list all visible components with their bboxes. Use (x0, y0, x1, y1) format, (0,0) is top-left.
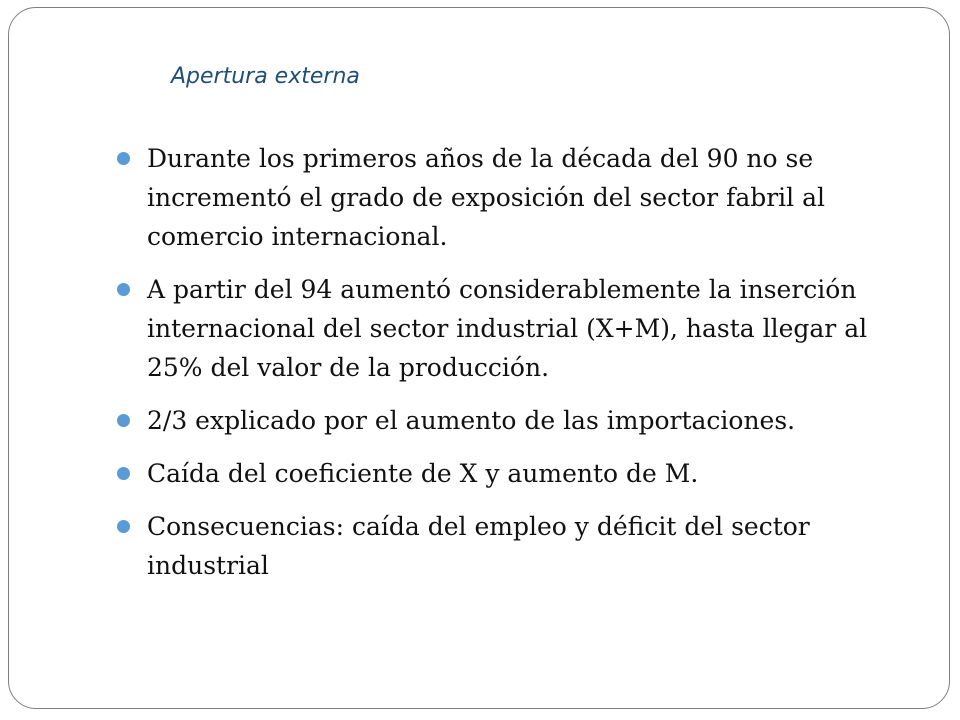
bullet-item (113, 454, 883, 493)
slide (8, 7, 950, 709)
bullet-text: Durante los primeros años de la década del 90 no se incrementó el grado de exposición del sector fabril al comercio internacional. (147, 144, 826, 251)
slide-title: Apertura externa (171, 64, 360, 89)
bullet-text: A partir del 94 aumentó considerablemente la inserción internacional del sector industrial (X+M), hasta llegar al 25% del valor de la producción. (147, 275, 868, 382)
bullet-item (113, 139, 883, 256)
bullet-text: 2/3 explicado por el aumento de las importaciones. (147, 406, 796, 435)
bullet-dot-icon (117, 283, 130, 296)
bullet-list (113, 139, 883, 599)
bullet-text: Consecuencias: caída del empleo y déficit del sector industrial (147, 512, 810, 580)
bullet-dot-icon (117, 152, 130, 165)
bullet-item (113, 507, 883, 585)
bullet-text: Caída del coeficiente de X y aumento de M. (147, 459, 699, 488)
bullet-item (113, 401, 883, 440)
bullet-dot-icon (117, 467, 130, 480)
bullet-dot-icon (117, 520, 130, 533)
bullet-dot-icon (117, 414, 130, 427)
bullet-item (113, 270, 883, 387)
